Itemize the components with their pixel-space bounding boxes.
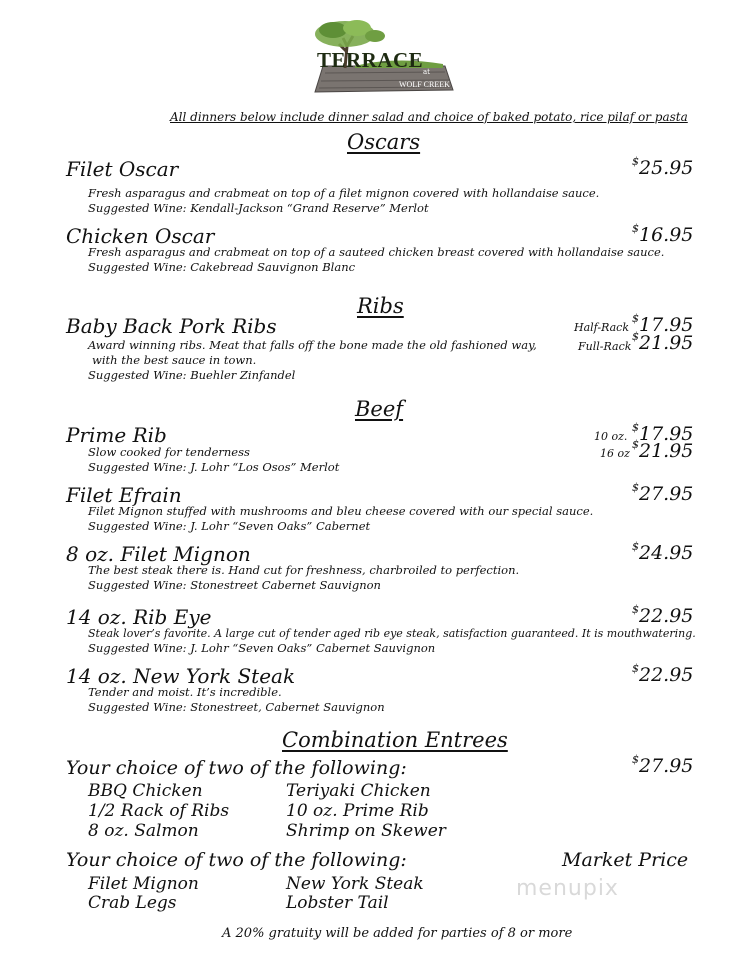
ny-steak-price: $22.95 [632, 662, 694, 686]
ny-steak-name: 14 oz. New York Steak [66, 664, 296, 688]
chicken-oscar-description: Fresh asparagus and crabmeat on top of a sauteed chicken breast covered with hollandaise sauce. [88, 245, 665, 259]
combo2-right-item: New York Steak [286, 874, 424, 894]
combo2-heading: Your choice of two of the following: [66, 849, 407, 871]
combo1-left-item: 1/2 Rack of Ribs [88, 801, 230, 821]
prime-rib-small-price: $17.95 [632, 421, 694, 445]
prime-rib-name: Prime Rib [66, 423, 167, 447]
combo1-right-item: Shrimp on Skewer [286, 821, 446, 841]
pork-ribs-full-price: $21.95 [632, 330, 694, 354]
combo2-price: Market Price [562, 849, 689, 871]
logo-title: TERRACE [317, 48, 424, 72]
logo [295, 18, 465, 98]
combo1-left-item: BBQ Chicken [88, 781, 203, 801]
filet-oscar-name: Filet Oscar [66, 157, 179, 181]
prime-rib-wine: Suggested Wine: J. Lohr “Los Osos” Merlot [88, 460, 340, 474]
pork-ribs-half-price: $17.95 [632, 312, 694, 336]
rib-eye-name: 14 oz. Rib Eye [66, 605, 212, 629]
filet-mignon-description: The best steak there is. Hand cut for freshness, charbroiled to perfection. [88, 563, 520, 577]
pork-ribs-wine: Suggested Wine: Buehler Zinfandel [88, 368, 296, 382]
filet-efrain-description: Filet Mignon stuffed with mushrooms and bleu cheese covered with our special sauce. [88, 504, 594, 518]
filet-oscar-price: $25.95 [632, 155, 694, 179]
rib-eye-price: $22.95 [632, 603, 694, 627]
combo1-right-item: 10 oz. Prime Rib [286, 801, 429, 821]
pork-ribs-half-label: Half-Rack [574, 321, 629, 334]
filet-efrain-price: $27.95 [632, 481, 694, 505]
logo-subtitle: WOLF CREEK [399, 80, 450, 89]
chicken-oscar-wine: Suggested Wine: Cakebread Sauvignon Blanc [88, 260, 356, 274]
chicken-oscar-price: $16.95 [632, 222, 694, 246]
prime-rib-large-label: 16 oz [600, 447, 630, 460]
prime-rib-description: Slow cooked for tenderness [88, 445, 250, 459]
section-ribs: Ribs [357, 294, 404, 318]
prime-rib-small-label: 10 oz. [594, 430, 628, 443]
filet-efrain-wine: Suggested Wine: J. Lohr “Seven Oaks” Cabernet [88, 519, 371, 533]
combo1-right-item: Teriyaki Chicken [286, 781, 431, 801]
filet-mignon-name: 8 oz. Filet Mignon [66, 542, 251, 566]
pork-ribs-name: Baby Back Pork Ribs [66, 314, 277, 338]
pork-ribs-description-2: with the best sauce in town. [92, 353, 257, 367]
filet-mignon-price: $24.95 [632, 540, 694, 564]
gratuity-note: A 20% gratuity will be added for parties of 8 or more [222, 926, 573, 941]
ny-steak-description: Tender and moist. It’s incredible. [88, 685, 282, 699]
rib-eye-wine: Suggested Wine: J. Lohr “Seven Oaks” Cabernet Sauvignon [88, 641, 436, 655]
rib-eye-description: Steak lover’s favorite. A large cut of tender aged rib eye steak, satisfaction guaranteed. It is mouthwatering. [88, 627, 696, 640]
section-oscars: Oscars [347, 130, 421, 154]
pork-ribs-full-label: Full-Rack [578, 340, 632, 353]
combo1-price: $27.95 [632, 753, 694, 777]
filet-oscar-wine: Suggested Wine: Kendall-Jackson “Grand Reserve” Merlot [88, 201, 429, 215]
filet-mignon-wine: Suggested Wine: Stonestreet Cabernet Sauvignon [88, 578, 381, 592]
combo2-left-item: Filet Mignon [88, 874, 199, 894]
section-beef: Beef [355, 397, 404, 421]
intro-line: All dinners below include dinner salad and choice of baked potato, rice pilaf or pasta [170, 110, 688, 124]
logo-at: at [423, 68, 430, 76]
section-combination-entrees: Combination Entrees [282, 728, 508, 752]
combo2-right-item: Lobster Tail [286, 893, 389, 913]
ny-steak-wine: Suggested Wine: Stonestreet, Cabernet Sauvignon [88, 700, 385, 714]
watermark: menupix [516, 876, 619, 901]
prime-rib-large-price: $21.95 [632, 438, 694, 462]
filet-oscar-description: Fresh asparagus and crabmeat on top of a filet mignon covered with hollandaise sauce. [88, 186, 600, 200]
combo1-heading: Your choice of two of the following: [66, 757, 407, 779]
chicken-oscar-name: Chicken Oscar [66, 224, 215, 248]
pork-ribs-description-1: Award winning ribs. Meat that falls off the bone made the old fashioned way, [88, 338, 537, 352]
combo2-left-item: Crab Legs [88, 893, 177, 913]
filet-efrain-name: Filet Efrain [66, 483, 182, 507]
combo1-left-item: 8 oz. Salmon [88, 821, 199, 841]
